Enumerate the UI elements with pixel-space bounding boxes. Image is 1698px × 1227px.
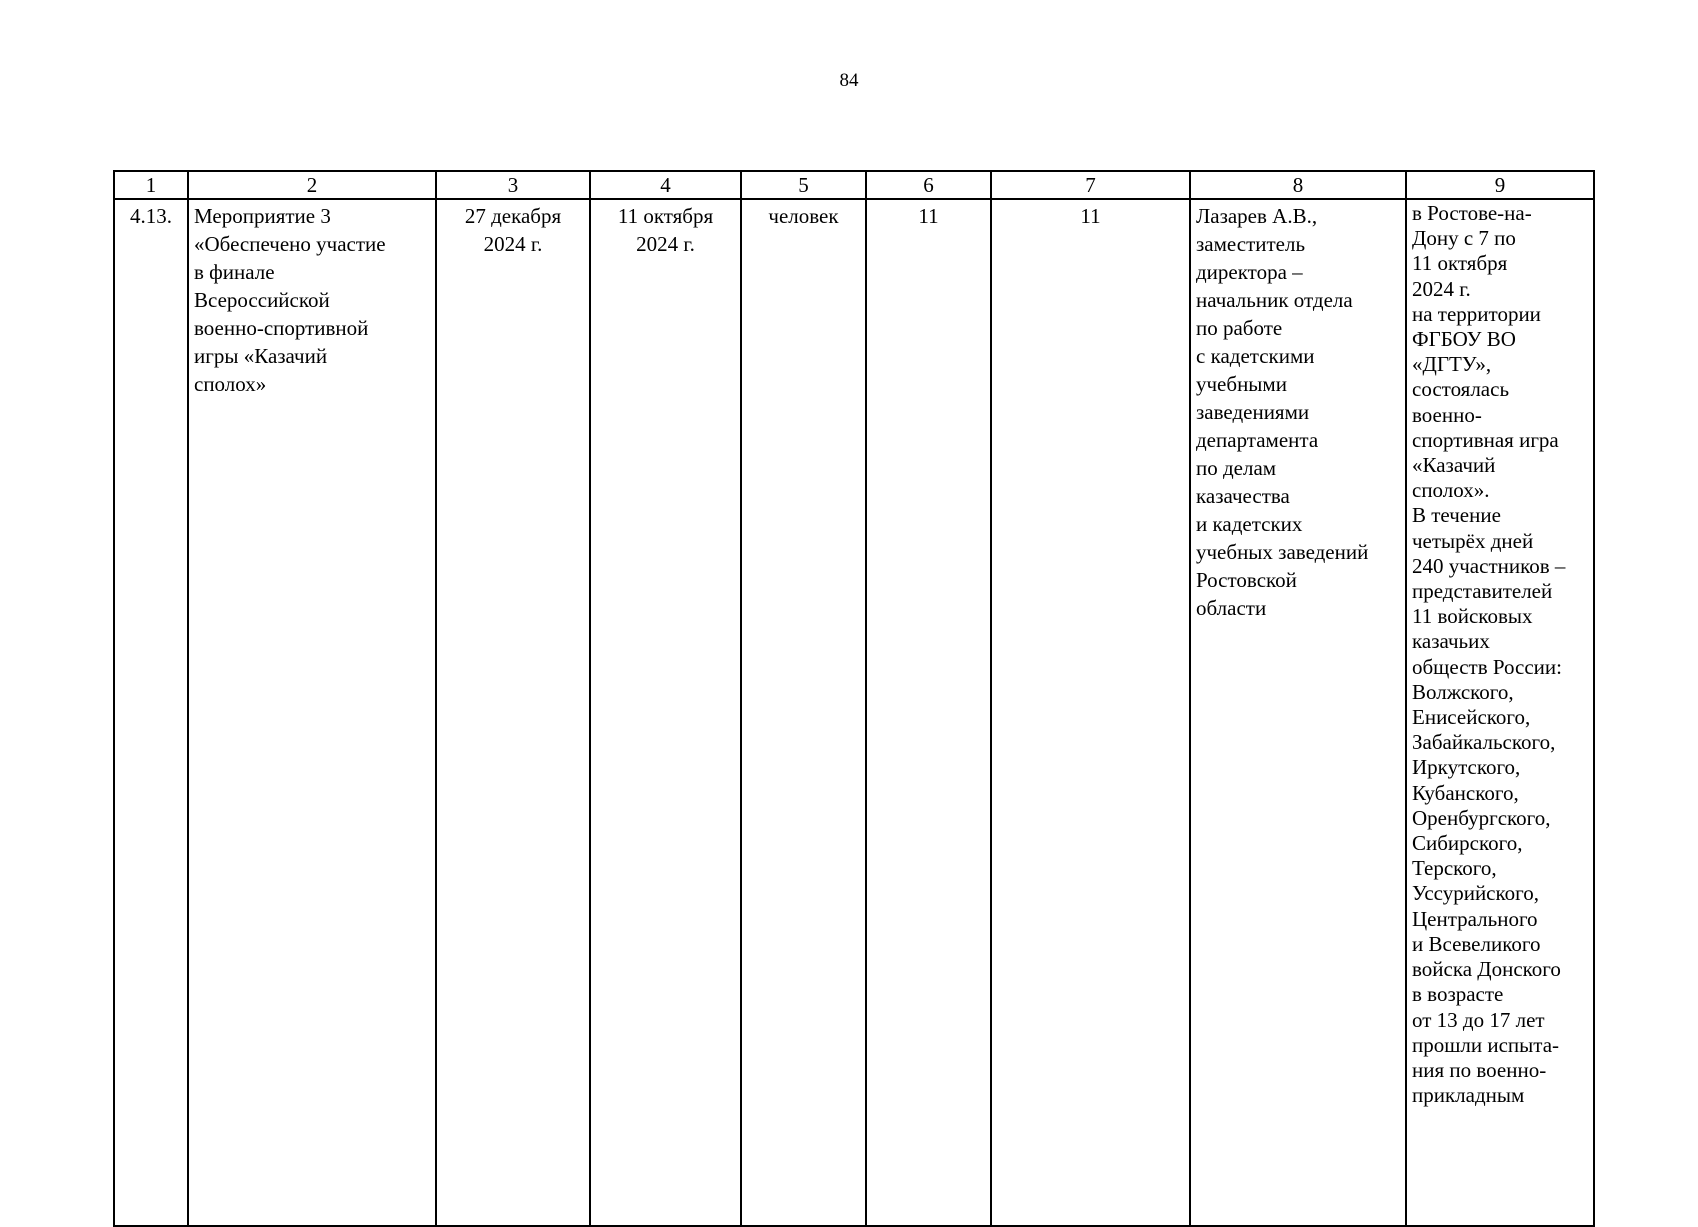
text-line: В течение bbox=[1412, 503, 1501, 528]
text-line: войска Донского bbox=[1412, 957, 1561, 982]
page-number: 84 bbox=[839, 70, 859, 91]
text-line: в возрасте bbox=[1412, 982, 1504, 1007]
text-line: спортивная игра bbox=[1412, 427, 1559, 452]
result-text bbox=[1407, 200, 1593, 1108]
text-line: Волжского, bbox=[1412, 679, 1514, 704]
text-line: Кубанского, bbox=[1412, 780, 1519, 805]
responsible-text bbox=[1191, 200, 1405, 622]
text-line: области bbox=[1196, 596, 1267, 620]
text-line: Всероссийской bbox=[194, 288, 330, 312]
text-line: 2024 г. bbox=[1412, 276, 1471, 301]
text-line: на территории bbox=[1412, 301, 1541, 326]
date-planned-cell bbox=[436, 199, 590, 1226]
responsible-cell bbox=[1190, 199, 1406, 1226]
text-line: «Казачий bbox=[1412, 453, 1496, 478]
header-col-4: 4 bbox=[590, 171, 741, 199]
table-row bbox=[114, 199, 1594, 1226]
text-line: «ДГТУ», bbox=[1412, 352, 1492, 377]
text-line: сполох» bbox=[194, 372, 267, 396]
text-line: от 13 до 17 лет bbox=[1412, 1007, 1545, 1032]
text-line: военно- bbox=[1412, 402, 1482, 427]
table-header-row bbox=[114, 171, 1594, 199]
date-actual bbox=[591, 200, 740, 258]
text-line: директора – bbox=[1196, 260, 1303, 284]
text-line: ния по военно- bbox=[1412, 1057, 1547, 1082]
event-cell bbox=[188, 199, 436, 1226]
text-line: и Всевеликого bbox=[1412, 931, 1541, 956]
value-actual: 11 bbox=[1080, 204, 1101, 228]
text-line: учебными bbox=[1196, 372, 1287, 396]
text-line: заместитель bbox=[1196, 232, 1306, 256]
date-planned bbox=[437, 200, 589, 258]
date-actual-cell bbox=[590, 199, 741, 1226]
text-line: казачьих bbox=[1412, 629, 1490, 654]
text-line: Енисейского, bbox=[1412, 705, 1531, 730]
header-col-1: 1 bbox=[114, 171, 188, 199]
text-line: обществ России: bbox=[1412, 654, 1562, 679]
text-line: казачества bbox=[1196, 484, 1290, 508]
text-line: «Обеспечено участие bbox=[194, 232, 386, 256]
text-line: Центрального bbox=[1412, 906, 1538, 931]
text-line: прошли испыта- bbox=[1412, 1032, 1560, 1057]
text-line: военно-спортивной bbox=[194, 316, 369, 340]
text-line: заведениями bbox=[1196, 400, 1310, 424]
header-col-9: 9 bbox=[1406, 171, 1594, 199]
text-line: игры «Казачий bbox=[194, 344, 328, 368]
text-line: 11 октября bbox=[1412, 251, 1508, 276]
header-col-2: 2 bbox=[188, 171, 436, 199]
text-line: с кадетскими bbox=[1196, 344, 1315, 368]
text-line: 11 октября bbox=[617, 204, 714, 228]
header-col-8: 8 bbox=[1190, 171, 1406, 199]
text-line: прикладным bbox=[1412, 1083, 1525, 1108]
text-line: Оренбургского, bbox=[1412, 805, 1551, 830]
row-number: 4.13. bbox=[130, 204, 172, 228]
row-number-cell bbox=[114, 199, 188, 1226]
text-line: Лазарев А.В., bbox=[1196, 204, 1318, 228]
text-line: департамента bbox=[1196, 428, 1319, 452]
text-line: 240 участников – bbox=[1412, 553, 1566, 578]
header-col-6: 6 bbox=[866, 171, 991, 199]
text-line: 11 войсковых bbox=[1412, 604, 1533, 629]
text-line: 2024 г. bbox=[483, 232, 543, 256]
header-col-3: 3 bbox=[436, 171, 590, 199]
text-line: 27 декабря bbox=[464, 204, 562, 228]
event-text bbox=[189, 200, 435, 398]
header-col-5: 5 bbox=[741, 171, 866, 199]
text-line: ФГБОУ ВО bbox=[1412, 327, 1516, 352]
value-planned-cell bbox=[866, 199, 991, 1226]
text-line: и кадетских bbox=[1196, 512, 1303, 536]
text-line: по работе bbox=[1196, 316, 1283, 340]
text-line: начальник отдела bbox=[1196, 288, 1353, 312]
text-line: в Ростове-на- bbox=[1412, 201, 1532, 225]
text-line: состоялась bbox=[1412, 377, 1510, 402]
text-line: по делам bbox=[1196, 456, 1277, 480]
text-line: учебных заведений bbox=[1196, 540, 1369, 564]
text-line: сполох». bbox=[1412, 478, 1490, 503]
text-line: Уссурийского, bbox=[1412, 881, 1539, 906]
text-line: четырёх дней bbox=[1412, 528, 1534, 553]
text-line: 2024 г. bbox=[636, 232, 695, 256]
value-actual-cell bbox=[991, 199, 1190, 1226]
text-line: Мероприятие 3 bbox=[194, 204, 331, 228]
text-line: Дону с 7 по bbox=[1412, 226, 1516, 251]
text-line: Сибирского, bbox=[1412, 831, 1523, 856]
text-line: Иркутского, bbox=[1412, 755, 1521, 780]
report-table bbox=[113, 170, 1595, 1227]
header-col-7: 7 bbox=[991, 171, 1190, 199]
text-line: Ростовской bbox=[1196, 568, 1297, 592]
text-line: в финале bbox=[194, 260, 275, 284]
result-cell bbox=[1406, 199, 1594, 1226]
unit-cell bbox=[741, 199, 866, 1226]
value-planned: 11 bbox=[918, 204, 939, 228]
text-line: представителей bbox=[1412, 579, 1553, 604]
text-line: Терского, bbox=[1412, 856, 1497, 881]
text-line: Забайкальского, bbox=[1412, 730, 1556, 755]
unit: человек bbox=[768, 204, 839, 228]
